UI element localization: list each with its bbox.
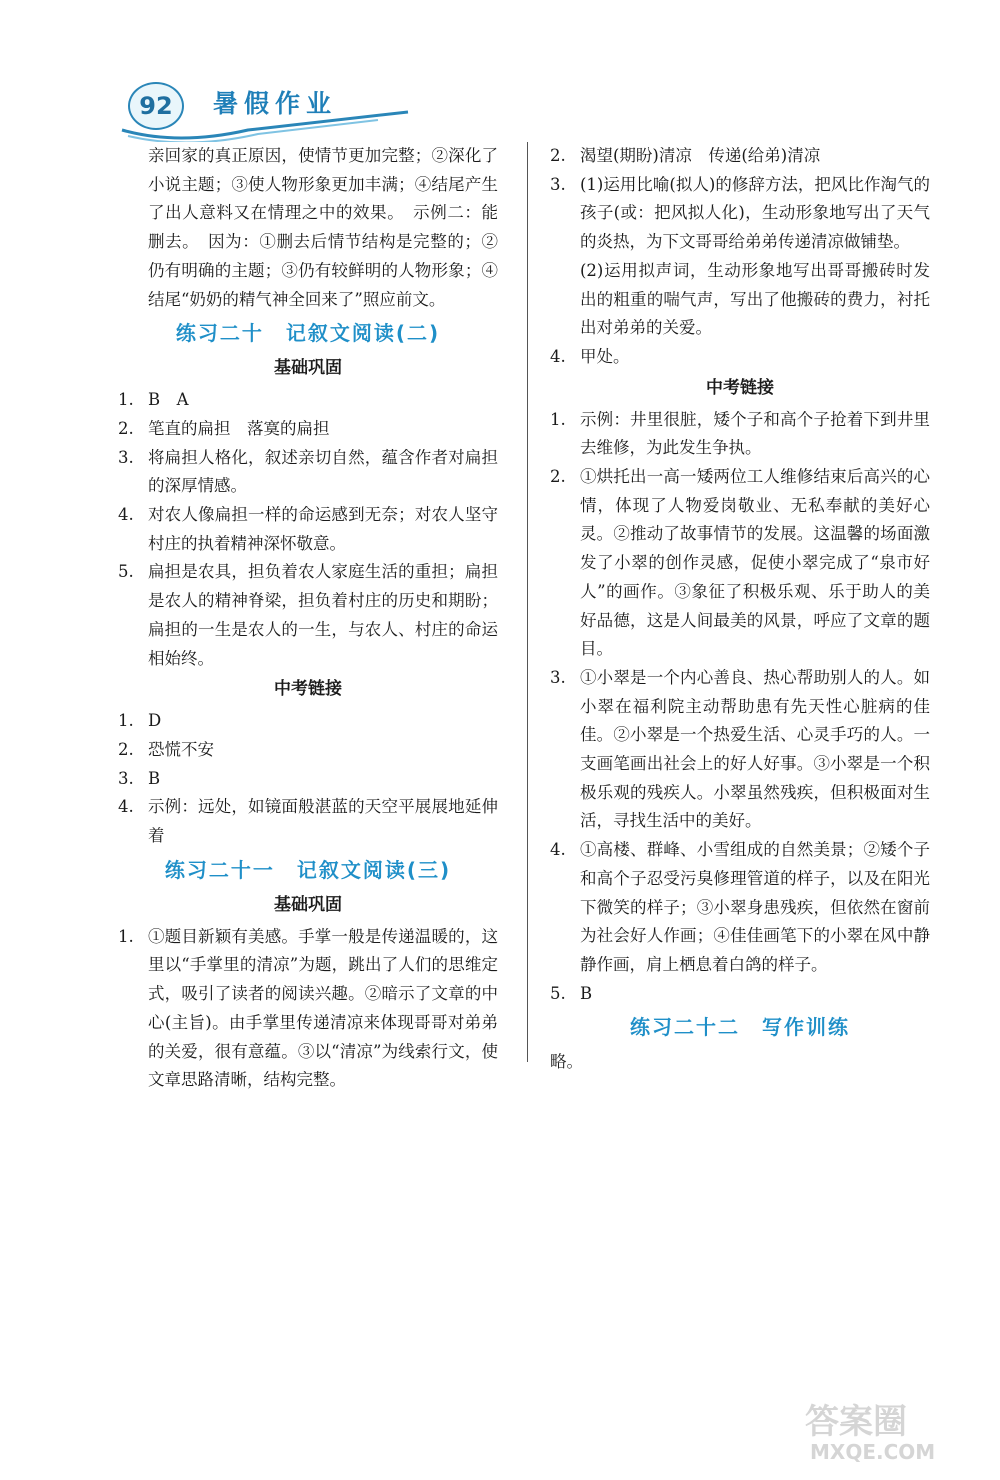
answer-item: 4. ①高楼、群峰、小雪组成的自然美景；②矮个子和高个子忍受污臭修理管道的样子，以及在阳光下微笑的样子；③小翠身患残疾，但依然在窗前为社会好人作画；④佳佳画笔下的小翠在风中静静作画，肩上栖息着白鸽的样子。 xyxy=(550,840,930,974)
exercise-20-exam-link-list xyxy=(118,707,498,851)
exercise-21-title: 练习二十一 记叙文阅读(三) xyxy=(164,857,452,882)
answer-item: 1. ①题目新颖有美感。手掌一般是传递温暖的，这里以“手掌里的清凉”为题，跳出了人们的思维定式，吸引了读者的阅读兴趣。②暗示了文章的中心(主旨)。由手掌里传递清凉来体现哥哥对弟弟的关爱，很有意蕴。③以“清凉”为线索行文，使文章思路清晰，结构完整。 xyxy=(118,926,498,1090)
answer-item: 4. 对农人像扁担一样的命运感到无奈；对农人坚守村庄的执着精神深怀敬意。 xyxy=(118,505,498,553)
answer-item: 4. 甲处。 xyxy=(550,346,630,366)
answer-item: 1. D xyxy=(118,711,162,731)
svg-text:MXQE.COM: MXQE.COM xyxy=(810,1440,936,1464)
answer-item: 5. B xyxy=(550,983,593,1003)
exercise-22-answer: 略。 xyxy=(550,1052,583,1072)
answer-item: 4. 示例：远处，如镜面般湛蓝的天空平展展地延伸着 xyxy=(118,797,498,846)
answer-item: 3. (1)运用比喻(拟人)的修辞方法，把风比作淘气的孩子(或：把风拟人化)，生动形象地写出了天气的炎热，为下文哥哥给弟弟传递清凉做铺垫。 xyxy=(550,174,930,252)
exercise-20-basic-heading: 基础巩固 xyxy=(274,358,342,379)
column-divider xyxy=(527,142,528,1062)
left-column xyxy=(118,142,498,1095)
answer-item: 3. 将扁担人格化，叙述亲切自然，蕴含作者对扁担的深厚情感。 xyxy=(118,447,498,496)
answer-item: 2. ①烘托出一高一矮两位工人维修结束后高兴的心情，体现了人物爱岗敬业、无私奉献的美好心灵。②推动了故事情节的发展。这温馨的场面激发了小翠的创作灵感，促使小翠完成了“泉市好人”的画作。③象征了积极乐观、乐于助人的美好品德，这是人间最美的风景，呼应了文章的题目。 xyxy=(550,467,930,659)
answer-item: 2. 笔直的扁担 落寞的扁担 xyxy=(118,418,330,438)
site-watermark-logo xyxy=(800,1395,975,1465)
exercise-21-exam-link-list xyxy=(550,406,930,1009)
exercise-21-continued-list xyxy=(550,142,930,372)
exercise-20-basic-list xyxy=(118,386,498,673)
header-title: 暑假作业 xyxy=(213,89,338,118)
answer-item: 2. 恐慌不安 xyxy=(118,739,214,759)
page-header xyxy=(118,72,418,142)
answer-item: (2)运用拟声词，生动形象地写出哥哥搬砖时发出的粗重的喘气声，写出了他搬砖的费力，衬托出对弟弟的关爱。 xyxy=(580,260,930,338)
exercise-21-basic-list xyxy=(118,923,498,1095)
exercise-21-exam-link-heading: 中考链接 xyxy=(706,377,774,398)
answer-item: 3. ①小翠是一个内心善良、热心帮助别人的人。如小翠在福利院主动帮助患有先天性心脏病的佳佳。②小翠是一个热爱生活、心灵手巧的人。一支画笔画出社会上的好人好事。③小翠是一个积极乐观的残疾人。小翠虽然残疾，但积极面对生活，寻找生活中的美好。 xyxy=(550,667,930,831)
answer-item: 2. 渴望(期盼)清凉 传递(给弟)清凉 xyxy=(550,146,821,165)
continued-answer: 亲回家的真正原因，使情节更加完整；②深化了小说主题；③使人物形象更加丰满；④结尾产生了出人意料又在情理之中的效果。 示例二：能删去。 因为：①删去后情节结构是完整的；②仍有明确的主题；③仍有较鲜明的人物形象；④结尾“奶奶的精气神全回来了”照应前文。 xyxy=(148,146,498,309)
answer-item: 1. B A xyxy=(118,390,189,410)
svg-text:答案圈: 答案圈 xyxy=(805,1402,907,1442)
exercise-20-exam-link-heading: 中考链接 xyxy=(274,679,342,700)
exercise-20-title: 练习二十 记叙文阅读(二) xyxy=(175,321,441,346)
exercise-21-basic-heading: 基础巩固 xyxy=(274,894,342,915)
answer-item: 3. B xyxy=(118,768,161,788)
page-number: 92 xyxy=(128,82,184,130)
exercise-22-title: 练习二十二 写作训练 xyxy=(630,1015,850,1040)
answer-item: 5. 扁担是农具，担负着农人家庭生活的重担；扁担是农人的精神脊梁，担负着村庄的历史和期盼；扁担的一生是农人的一生，与农人、村庄的命运相始终。 xyxy=(118,562,498,668)
right-column xyxy=(550,142,930,1077)
answer-item: 1. 示例：井里很脏，矮个子和高个子抢着下到井里去维修，为此发生争执。 xyxy=(550,409,930,458)
